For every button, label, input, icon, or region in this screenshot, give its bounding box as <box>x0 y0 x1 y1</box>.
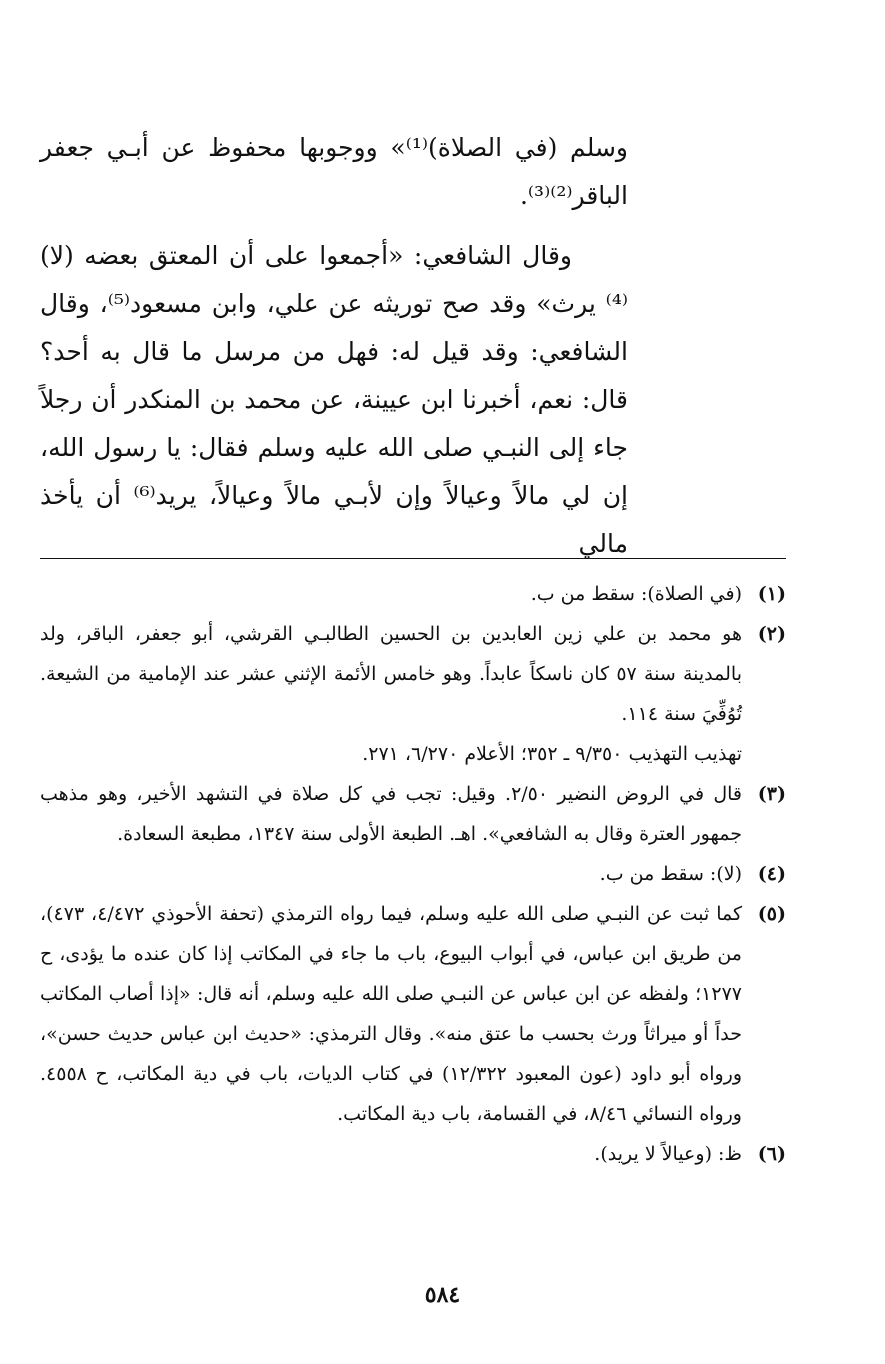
footnote-line: (لا): سقط من ب. <box>599 863 742 885</box>
footnote-number: (٤) <box>757 863 786 885</box>
main-paragraph-1: وسلم (في الصلاة)⁽¹⁾» ووجوبها محفوظ عن أبـي جعفر الباقر⁽²⁾⁽³⁾. <box>40 133 628 210</box>
footnote-text <box>40 1134 742 1174</box>
footnote-text <box>40 854 742 894</box>
paragraph-gap <box>40 220 628 232</box>
footnote-2 <box>40 614 786 774</box>
footnote-4 <box>40 854 786 894</box>
footnote-6 <box>40 1134 786 1174</box>
footnote-number: (٥) <box>757 903 786 925</box>
footnote-number: (١) <box>757 583 786 605</box>
footnote-text <box>40 774 742 854</box>
footnote-text <box>40 574 742 614</box>
footnote-line: قال في الروض النضير ٢/٥٠. وقيل: تجب في كل صلاة في التشهد الأخير، وهو مذهب جمهور العترة وقال به الشافعي». اهـ. الطبعة الأولى سنة ١٣٤٧، مطبعة السعادة. <box>40 783 742 845</box>
page-number: ٥٨٤ <box>424 1282 461 1308</box>
footnote-line: تهذيب التهذيب ٩/٣٥٠ ـ ٣٥٢؛ الأعلام ٦/٢٧٠، ٢٧١. <box>362 743 742 765</box>
footnote-line: ظ: (وعيالاً لا يريد). <box>594 1143 742 1165</box>
footnotes <box>40 574 786 1174</box>
main-paragraph-2: وقال الشافعي: «أجمعوا على أن المعتق بعضه (لا)⁽⁴⁾ يرث» وقد صح توريثه عن علي، وابن مسعود⁽⁵⁾، وقال الشافعي: وقد قيل له: فهل من مرسل ما قال به أحد؟ قال: نعم، أخبرنا ابن عيينة، عن محمد بن المنكدر أن رجلاً جاء إلى النبـي صلى الله عليه وسلم فقال: يا رسول الله، إن لي مالاً وعيالاً وإن لأبـي مالاً وعيالاً، يريد⁽⁶⁾ أن يأخذ مالي <box>40 241 628 558</box>
footnote-text <box>40 614 742 774</box>
footnote-5 <box>40 894 786 1134</box>
footnote-separator <box>40 558 786 559</box>
footnote-text <box>40 894 742 1134</box>
footnote-3 <box>40 774 786 854</box>
footnote-line: هو محمد بن علي زين العابدين بن الحسين الطالبـي القرشي، أبو جعفر، الباقر، ولد بالمدينة سنة ٥٧ كان ناسكاً عابداً. وهو خامس الأئمة الإثني عشر عند الإمامية من الشيعة. تُوُفِّيَ سنة ١١٤. <box>40 623 743 725</box>
footnote-line: (في الصلاة): سقط من ب. <box>530 583 742 605</box>
main-text <box>40 124 628 568</box>
footnote-number: (٣) <box>757 783 786 805</box>
footnote-number: (٢) <box>757 623 786 645</box>
footnote-1 <box>40 574 786 614</box>
footnote-line: كما ثبت عن النبـي صلى الله عليه وسلم، فيما رواه الترمذي (تحفة الأحوذي ٤/٤٧٢، ٤٧٣)، من طريق ابن عباس، في أبواب البيوع، باب ما جاء في المكاتب إذا كان عنده ما يؤدى، ح ١٢٧٧؛ ولفظه عن ابن عباس عن النبـي صلى الله عليه وسلم، أنه قال: «إذا أصاب المكاتب حداً أو ميراثاً ورث بحسب ما عتق منه». وقال الترمذي: «حديث ابن عباس حديث حسن»، ورواه أبو داود (عون المعبود ١٢/٣٢٢) في كتاب الديات، باب في دية المكاتب، ح ٤٥٥٨. ورواه النسائي ٨/٤٦، في القسامة، باب دية المكاتب. <box>40 903 743 1125</box>
footnote-number: (٦) <box>757 1143 786 1165</box>
